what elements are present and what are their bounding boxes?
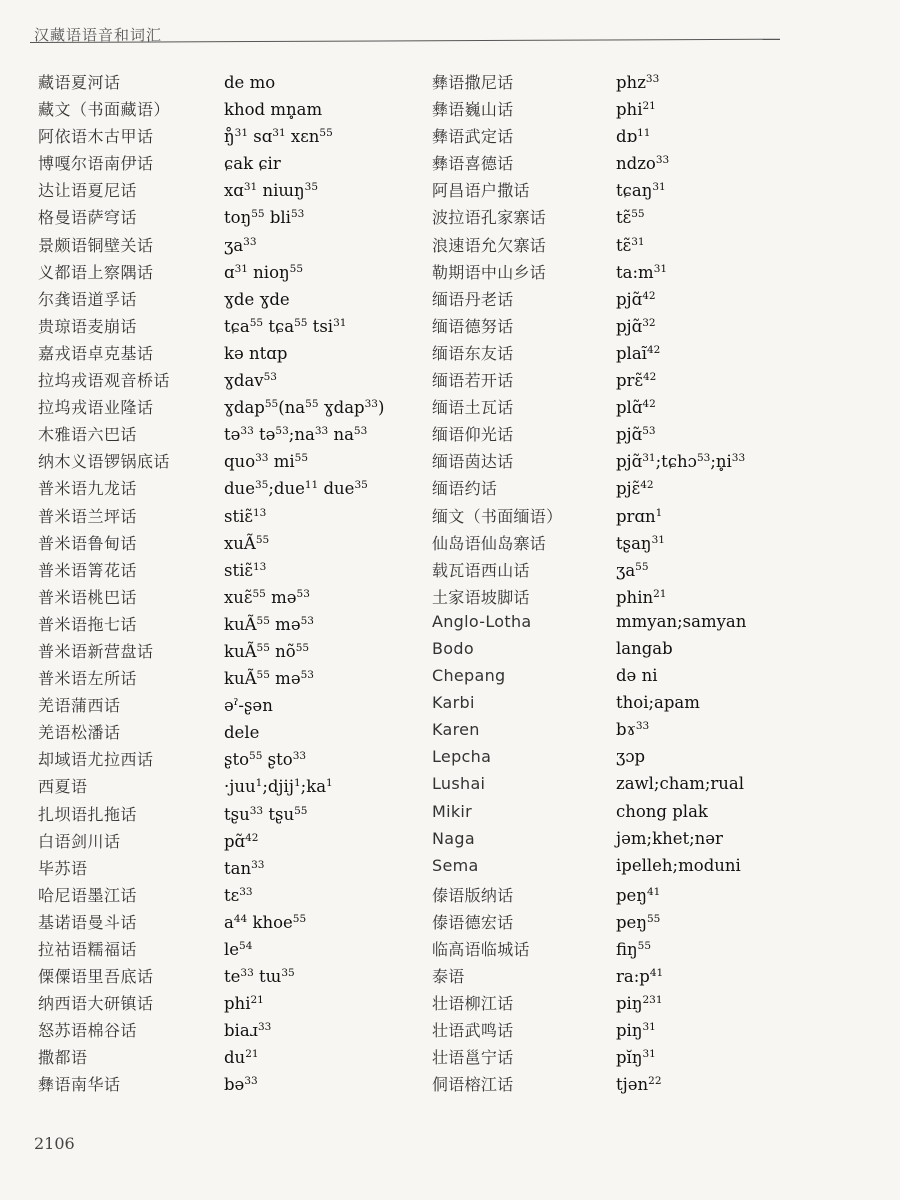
phonetic-form: $a^{44}$ khoe$^{55}$ (224, 912, 307, 932)
phonetic-form: əˀ-ʂən (224, 696, 273, 716)
phonetic-form: tɕa$^{55}$ tɕa$^{55}$ tsi$^{31}$ (224, 316, 347, 336)
dialect-name: 缅语丹老话 (432, 289, 514, 309)
dialect-name: Naga (432, 828, 475, 848)
entry-row (38, 910, 384, 937)
left-column (38, 70, 384, 1100)
entry-row (432, 476, 746, 503)
phonetic-form: quo$^{33}$ $mi^{55}$ (224, 452, 309, 472)
entry-row (38, 124, 384, 151)
entry-row (432, 314, 746, 341)
phonetic-form: xuÃ$^{55}$ (224, 533, 270, 553)
entry-row (38, 395, 384, 422)
entry-row (38, 612, 384, 639)
dialect-name: 哈尼语墨江话 (38, 885, 138, 905)
entry-row (38, 558, 384, 585)
phonetic-form: ɣde ɣde (224, 289, 290, 309)
entry-row (38, 531, 384, 558)
running-header: 汉藏语语音和词汇 (34, 26, 163, 44)
entry-row (432, 883, 746, 910)
dialect-name: 白语剑川话 (38, 831, 121, 851)
entry-row (432, 151, 746, 178)
entry-row (38, 70, 384, 97)
entry-row (38, 151, 384, 178)
entry-row (38, 1072, 384, 1099)
entry-row (38, 937, 384, 964)
phonetic-form: tʂu$^{33}$ tʂu$^{55}$ (224, 804, 308, 824)
phonetic-form: $ɣdap^{55}(na^{55}$ ɣdap$^{33}$) (224, 398, 385, 418)
dialect-name: 义都语上察隅话 (38, 262, 154, 282)
dialect-name: 博嘎尔语南伊话 (38, 154, 154, 174)
dialect-name: 景颇语铜壁关话 (38, 235, 154, 255)
phonetic-form: dele (224, 723, 260, 743)
dialect-name: 勒期语中山乡话 (432, 262, 547, 282)
phonetic-form: xuɛ̃$^{55}$ mə$^{53}$ (224, 587, 310, 607)
entry-row (432, 422, 746, 449)
phonetic-form: tɛ$^{33}$ (224, 885, 253, 905)
dialect-name: 撒都语 (38, 1048, 88, 1068)
entry-row (38, 829, 384, 856)
entry-row (432, 395, 746, 422)
phonetic-form: tɛ̃$^{31}$ (616, 235, 645, 255)
phonetic-form: pĭŋ$^{31}$ (616, 1048, 656, 1068)
phonetic-form: $du^{21}$ (224, 1048, 259, 1068)
entry-row (38, 341, 384, 368)
phonetic-form: ipelleh;moduni (616, 855, 741, 875)
entry-row (432, 639, 746, 666)
entry-row (38, 639, 384, 666)
dialect-name: 壮语邕宁话 (432, 1048, 514, 1068)
phonetic-form: ɣdav$^{53}$ (224, 371, 277, 391)
entry-row (432, 368, 746, 395)
dialect-name: 缅语土瓦话 (432, 398, 514, 418)
dialect-name: 缅语若开话 (432, 371, 514, 391)
phonetic-form: toŋ$^{55}$ bli$^{53}$ (224, 208, 305, 228)
dialect-name: 阿依语木古甲话 (38, 127, 154, 147)
phonetic-form: xɑ$^{31}$ niɯŋ$^{35}$ (224, 181, 319, 201)
entry-row (38, 287, 384, 314)
entry-row (432, 178, 746, 205)
dialect-name: 彝语巍山话 (432, 100, 514, 120)
phonetic-form: piŋ$^{231}$ (616, 994, 663, 1014)
dialect-name: 彝语喜德话 (432, 154, 514, 174)
entry-row (432, 341, 746, 368)
dialect-name: 拉祜语糯福话 (38, 940, 138, 959)
entry-row (432, 205, 746, 232)
entry-row (38, 802, 384, 829)
phonetic-form: phz$^{33}$ (616, 73, 660, 92)
dialect-name: 壮语柳江话 (432, 994, 514, 1014)
phonetic-form: ʒɔp (616, 747, 646, 767)
phonetic-form: phi$^{21}$ (616, 100, 656, 120)
entry-row (38, 178, 384, 205)
phonetic-form: ʂto$^{55}$ ʂto$^{33}$ (224, 750, 307, 770)
dialect-name: Chepang (432, 666, 506, 686)
entry-row (432, 233, 746, 260)
entry-row (432, 612, 746, 639)
phonetic-form: phi$^{21}$ (224, 994, 264, 1014)
entry-row (38, 693, 384, 720)
entry-row (38, 666, 384, 693)
entry-row (432, 720, 746, 747)
entry-row (38, 368, 384, 395)
dialect-name: 缅语东友话 (432, 343, 514, 363)
page-number: 2106 (34, 1134, 75, 1153)
entry-row (38, 720, 384, 747)
dialect-name: 怒苏语棉谷话 (38, 1021, 138, 1041)
dialect-name: 木雅语六巴话 (38, 425, 138, 445)
dialect-name: 羌语蒲西话 (38, 696, 121, 716)
phonetic-form: piŋ$^{31}$ (616, 1021, 656, 1041)
phonetic-form: ɑ$^{31}$ nioŋ$^{55}$ (224, 262, 304, 282)
phonetic-form: $pjɑ̃^{31};tɕhɔ^{53};n̥i^{33}$ (616, 452, 746, 472)
dialect-name: 格曼语萨穹话 (38, 208, 138, 228)
entry-row (38, 1018, 384, 1045)
entry-row (432, 504, 746, 531)
phonetic-form: tə$^{33}$ $tə^{53};na^{33}$ $na^{53}$ (224, 425, 368, 445)
dialect-name: 泰语 (432, 967, 465, 987)
dialect-name: 达让语夏尼话 (38, 181, 138, 201)
dialect-name: Bodo (432, 638, 474, 658)
entry-row (432, 260, 746, 287)
entry-row (432, 910, 746, 937)
phonetic-form: jəm;khet;nər (616, 828, 723, 848)
dialect-name: 浪速语允欠寨话 (432, 235, 547, 255)
phonetic-form: prɑn$^1$ (616, 506, 663, 526)
phonetic-form: pjɛ̃$^{42}$ (616, 479, 654, 499)
phonetic-form: tɛ̃$^{55}$ (616, 208, 645, 228)
entry-row (38, 585, 384, 612)
phonetic-form: kuÃ$^{55}$ mə$^{53}$ (224, 669, 314, 689)
entry-row (38, 504, 384, 531)
dialect-name: 阿昌语户撒话 (432, 181, 530, 201)
phonetic-form: $ta:m^{31}$ (616, 262, 668, 282)
dialect-name: 藏文（书面藏语） (38, 100, 171, 120)
entry-row (38, 476, 384, 503)
phonetic-form: pjɑ̃$^{42}$ (616, 289, 656, 309)
phonetic-form: kuÃ$^{55}$ $nõ^{55}$ (224, 641, 310, 661)
phonetic-form: plaĩ$^{42}$ (616, 343, 661, 363)
right-column (432, 70, 746, 1100)
phonetic-form: ɕak ɕir (224, 154, 281, 174)
entry-row (432, 70, 746, 97)
entry-row (432, 124, 746, 151)
dialect-name: 基诺语曼斗话 (38, 912, 138, 932)
phonetic-form: pjɑ̃$^{53}$ (616, 425, 656, 445)
entry-row (432, 449, 746, 476)
dialect-name: 载瓦语西山话 (432, 560, 530, 580)
entry-row (38, 991, 384, 1018)
dialect-name: 彝语撒尼话 (432, 73, 514, 92)
dialect-name: 拉坞戎语业隆话 (38, 398, 154, 418)
dialect-name: 普米语九龙话 (38, 479, 138, 499)
phonetic-form: due$^{35}$;due$^{11}$ due$^{35}$ (224, 479, 368, 499)
dialect-name: 土家语坡脚话 (432, 587, 530, 607)
dialect-name: 纳西语大研镇话 (38, 994, 154, 1014)
entry-row (432, 747, 746, 774)
dialect-name: 波拉语孔家寨话 (432, 208, 547, 228)
phonetic-form: fiŋ$^{55}$ (616, 940, 652, 959)
phonetic-form: bə$^{33}$ (224, 1075, 258, 1095)
entry-row (38, 883, 384, 910)
entry-row (432, 1072, 746, 1099)
entry-row (38, 449, 384, 476)
dialect-name: 贵琼语麦崩话 (38, 316, 138, 336)
entry-row (432, 937, 746, 964)
phonetic-form: $te^{33}$ tɯ$^{35}$ (224, 967, 295, 987)
phonetic-form: $\cdot juu^1;djij^1;ka^1$ (224, 777, 333, 797)
phonetic-form: pɑ̃$^{42}$ (224, 831, 259, 851)
dialect-name: Anglo-Lotha (432, 611, 532, 631)
dialect-name: 毕苏语 (38, 858, 88, 878)
dialect-name: 普米语兰坪话 (38, 506, 138, 526)
phonetic-form: ʒa$^{55}$ (616, 560, 649, 580)
dialect-name: 羌语松潘话 (38, 723, 121, 743)
dialect-name: 普米语新营盘话 (38, 641, 154, 661)
dialect-name: 普米语拖七话 (38, 614, 138, 634)
dialect-name: Lepcha (432, 747, 492, 767)
phonetic-form: $le^{54}$ (224, 940, 253, 959)
entry-row (432, 991, 746, 1018)
phonetic-form: pjɑ̃$^{32}$ (616, 316, 656, 336)
dialect-name: 壮语武鸣话 (432, 1021, 514, 1041)
phonetic-form: ndzo$^{33}$ (616, 154, 670, 174)
dialect-name: Karbi (432, 693, 475, 713)
entry-row (38, 233, 384, 260)
dialect-name: 临高语临城话 (432, 940, 530, 959)
phonetic-form: langab (616, 638, 673, 658)
dialect-name: 西夏语 (38, 777, 88, 797)
phonetic-form: prɛ̃$^{42}$ (616, 371, 657, 391)
phonetic-form: peŋ$^{55}$ (616, 912, 661, 932)
entry-row (432, 666, 746, 693)
entry-row (432, 774, 746, 801)
entry-row (432, 829, 746, 856)
dialect-name: 普米语左所话 (38, 669, 138, 689)
phonetic-form: bɤ$^{33}$ (616, 720, 650, 740)
dialect-name: 尔龚语道孚话 (38, 289, 138, 309)
dialect-name: 拉坞戎语观音桥话 (38, 371, 171, 391)
entry-row (432, 1018, 746, 1045)
dialect-name: 缅语仰光话 (432, 425, 514, 445)
entry-row (432, 964, 746, 991)
dialect-name: 扎坝语扎拖话 (38, 804, 138, 824)
phonetic-form: stiɛ̃$^{13}$ (224, 560, 267, 580)
entry-row (38, 774, 384, 801)
phonetic-form: kə ntɑp (224, 343, 288, 363)
dialect-name: 缅语茵达话 (432, 452, 514, 472)
entry-row (38, 964, 384, 991)
dialect-name: 却域语尤拉西话 (38, 750, 154, 770)
phonetic-form: də ni (616, 666, 658, 686)
dialect-name: 缅语德努话 (432, 316, 514, 336)
entry-row (38, 747, 384, 774)
dialect-name: 普米语桃巴话 (38, 587, 138, 607)
dialect-name: Sema (432, 855, 479, 875)
entry-row (38, 97, 384, 124)
phonetic-form: dɒ$^{11}$ (616, 127, 651, 147)
entry-row (38, 422, 384, 449)
dialect-name: 侗语榕江话 (432, 1075, 514, 1095)
phonetic-form: tʂaŋ$^{31}$ (616, 533, 665, 553)
dialect-name: 彝语武定话 (432, 127, 514, 147)
phonetic-form: peŋ$^{41}$ (616, 885, 661, 905)
phonetic-form: khod mn̥am (224, 100, 323, 120)
dialect-name: 仙岛语仙岛寨话 (432, 533, 547, 553)
dialect-name: 藏语夏河话 (38, 73, 121, 92)
phonetic-form: tɕaŋ$^{31}$ (616, 181, 666, 201)
dialect-name: 普米语箐花话 (38, 560, 138, 580)
entry-row (38, 314, 384, 341)
dialect-name: 嘉戎语卓克基话 (38, 343, 154, 363)
entry-row (432, 531, 746, 558)
dialect-name: 纳木义语锣锅底话 (38, 452, 171, 472)
entry-row (38, 260, 384, 287)
entry-row (38, 205, 384, 232)
entry-row (38, 856, 384, 883)
phonetic-form: $\tan^{33}$ (224, 858, 265, 878)
entry-row (432, 585, 746, 612)
entry-row (432, 1045, 746, 1072)
dialect-name: 彝语南华话 (38, 1075, 121, 1095)
phonetic-form: stiɛ̃$^{13}$ (224, 506, 267, 526)
dialect-name: 傈僳语里吾底话 (38, 967, 154, 987)
phonetic-form: thoi;apam (616, 693, 700, 713)
phonetic-form: mmyan;samyan (616, 611, 747, 631)
dialect-name: 普米语鲁甸话 (38, 533, 138, 553)
phonetic-form: biaɹ$^{33}$ (224, 1021, 272, 1041)
dialect-name: 缅语约话 (432, 479, 498, 499)
phonetic-form: phin$^{21}$ (616, 587, 667, 607)
dialect-name: Lushai (432, 774, 486, 794)
dialect-name: 傣语德宏话 (432, 912, 514, 932)
phonetic-form: $ra:p^{41}$ (616, 967, 664, 987)
dialect-name: 傣语版纳话 (432, 885, 514, 905)
dialect-name: Karen (432, 720, 480, 740)
entry-row (432, 802, 746, 829)
dialect-name: Mikir (432, 801, 473, 821)
entry-row (432, 856, 746, 883)
phonetic-form: ʒa$^{33}$ (224, 235, 257, 255)
phonetic-form: chong plak (616, 801, 708, 821)
entry-row (38, 1045, 384, 1072)
dialect-name: 缅文（书面缅语） (432, 506, 563, 526)
entry-row (432, 558, 746, 585)
entry-row (432, 97, 746, 124)
phonetic-form: zawl;cham;rual (616, 774, 745, 794)
phonetic-form: plɑ̃$^{42}$ (616, 398, 656, 418)
entry-row (432, 693, 746, 720)
phonetic-form: kuÃ$^{55}$ mə$^{53}$ (224, 614, 314, 634)
phonetic-form: ŋ̊$^{31}$ sɑ$^{31}$ xɛn$^{55}$ (224, 127, 333, 147)
entry-row (432, 287, 746, 314)
phonetic-form: tjən$^{22}$ (616, 1075, 662, 1095)
phonetic-form: de mo (224, 73, 276, 92)
